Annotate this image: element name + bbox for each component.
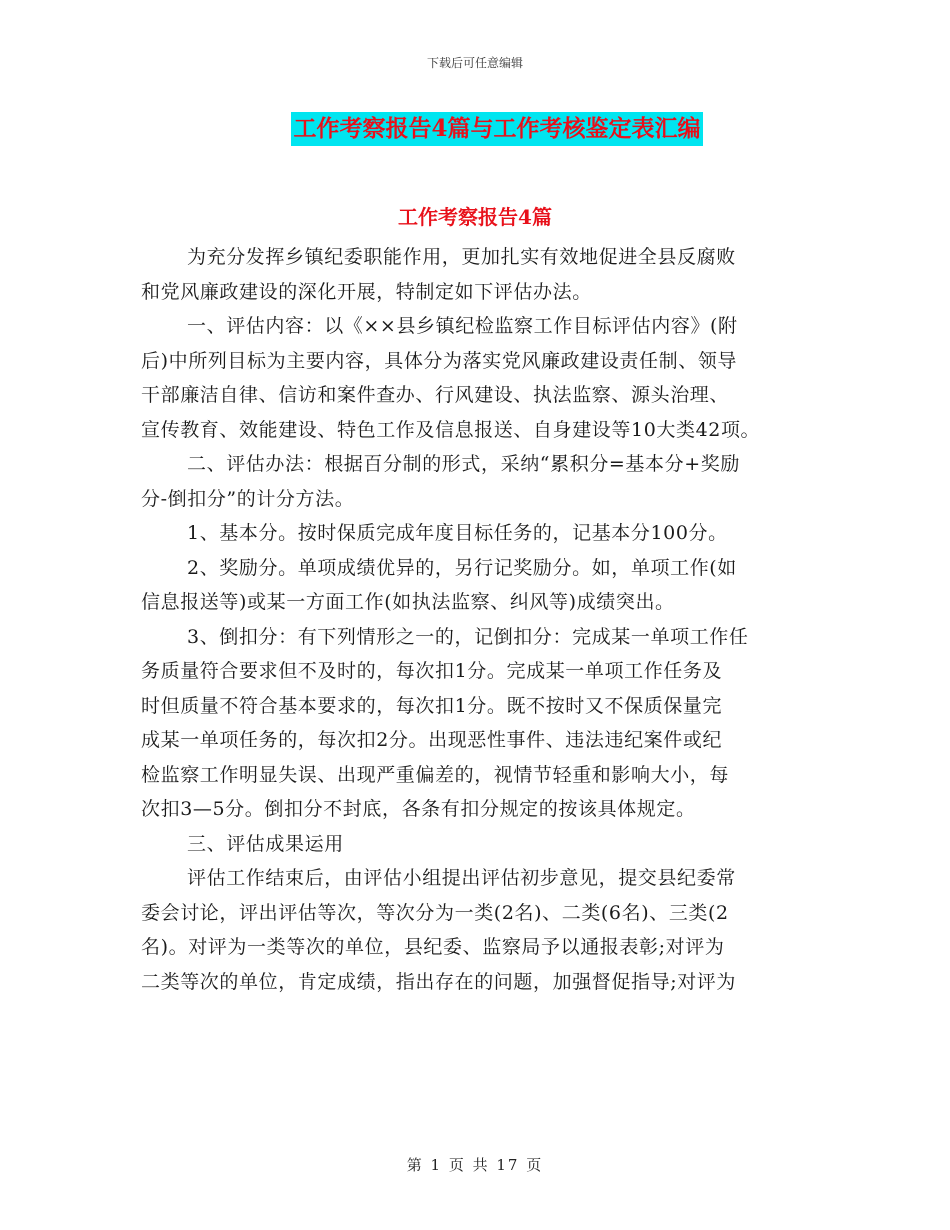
paragraph-line: 和党风廉政建设的深化开展，特制定如下评估办法。 [141, 280, 592, 303]
paragraph-line: 二、评估办法：根据百分制的形式，采纳“累积分=基本分+奖励 [187, 453, 740, 475]
paragraph-line: 次扣3—5分。倒扣分不封底，各条有扣分规定的按该具体规定。 [141, 798, 696, 820]
paragraph-line: 务质量符合要求但不及时的，每次扣1分。完成某一单项工作任务及 [141, 660, 723, 682]
paragraph-line: 检监察工作明显失误、出现严重偏差的，视情节轻重和影响大小，每 [141, 763, 730, 786]
document-title: 工作考察报告4篇与工作考核鉴定表汇编 [291, 112, 702, 146]
paragraph-line: 评估工作结束后，由评估小组提出评估初步意见，提交县纪委常 [187, 867, 736, 889]
paragraph-line: 1、基本分。按时保质完成年度目标任务的，记基本分100分。 [187, 522, 728, 544]
page-number: 第 1 页 共 17 页 [406, 1156, 544, 1174]
paragraph-line: 2、奖励分。单项成绩优异的，另行记奖励分。如，单项工作(如 [187, 556, 737, 579]
body-text [141, 240, 821, 999]
section-title: 工作考察报告4篇 [398, 205, 552, 229]
paragraph-line: 分-倒扣分”的计分方法。 [141, 487, 355, 510]
main-title-wrap [0, 112, 950, 146]
paragraph-line: 二类等次的单位，肯定成绩，指出存在的问题，加强督促指导;对评为 [141, 970, 737, 993]
paragraph-line: 后)中所列目标为主要内容，具体分为落实党风廉政建设责任制、领导 [141, 349, 738, 372]
paragraph-line: 一、评估内容：以《××县乡镇纪检监察工作目标评估内容》(附 [187, 315, 738, 337]
paragraph-line: 成某一单项任务的，每次扣2分。出现恶性事件、违法违纪案件或纪 [141, 729, 723, 751]
paragraph-line: 干部廉洁自律、信访和案件查办、行风建设、执法监察、源头治理、 [141, 384, 730, 406]
paragraph-line: 为充分发挥乡镇纪委职能作用，更加扎实有效地促进全县反腐败 [187, 246, 736, 268]
header-note: 下载后可任意编辑 [426, 56, 523, 70]
paragraph-line: 宣传教育、效能建设、特色工作及信息报送、自身建设等10大类42项。 [141, 418, 761, 441]
paragraph-line: 委会讨论，评出评估等次，等次分为一类(2名)、二类(6名)、三类(2 [141, 901, 729, 924]
paragraph-line: 名)。对评为一类等次的单位，县纪委、监察局予以通报表彰;对评为 [141, 936, 725, 958]
paragraph-line: 信息报送等)或某一方面工作(如执法监察、纠风等)成绩突出。 [141, 591, 675, 613]
paragraph-line: 3、倒扣分：有下列情形之一的，记倒扣分：完成某一单项工作任 [187, 625, 749, 648]
paragraph-line: 时但质量不符合基本要求的，每次扣1分。既不按时又不保质保量完 [141, 694, 723, 717]
paragraph-line: 三、评估成果运用 [187, 832, 344, 855]
